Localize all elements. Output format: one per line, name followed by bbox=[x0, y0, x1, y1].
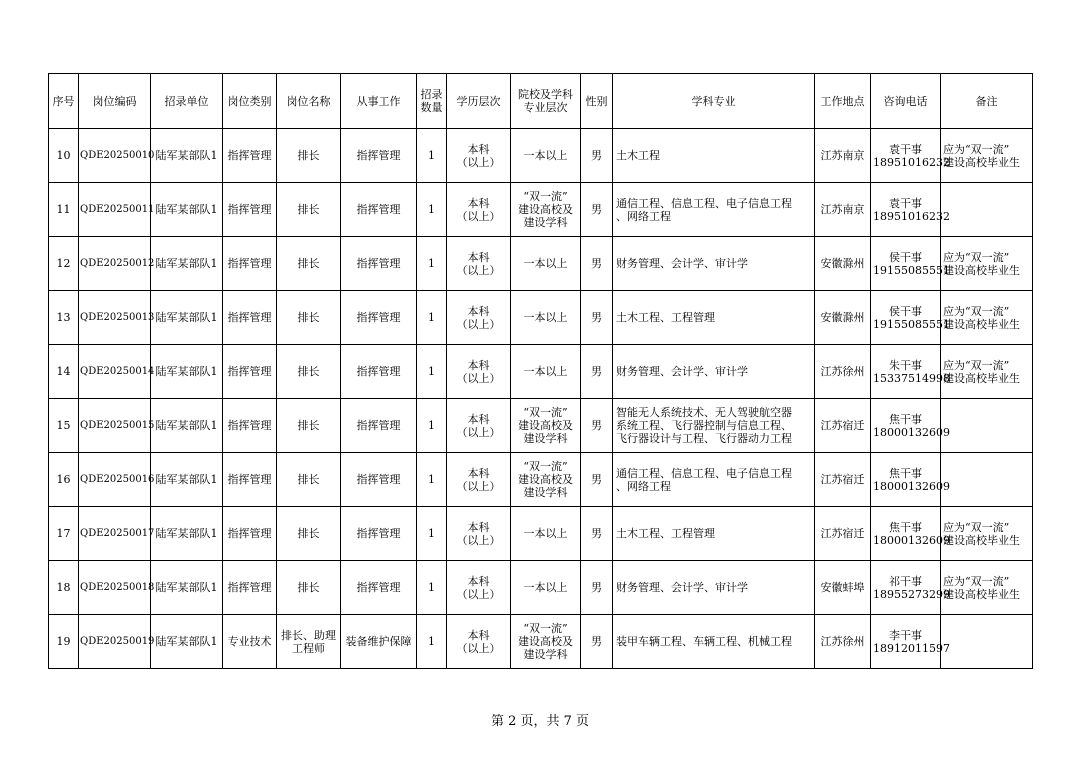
cell-work: 指挥管理 bbox=[341, 453, 417, 507]
cell-major: 装甲车辆工程、车辆工程、机械工程 bbox=[613, 615, 815, 669]
cell-quantity: 1 bbox=[417, 237, 447, 291]
cell-work: 装备维护保障 bbox=[341, 615, 417, 669]
cell-gender: 男 bbox=[581, 615, 613, 669]
header-index: 序号 bbox=[49, 74, 79, 129]
cell-position-code: QDE20250017 bbox=[79, 507, 151, 561]
cell-category: 指挥管理 bbox=[223, 453, 277, 507]
cell-notes bbox=[941, 615, 1033, 669]
cell-notes: 应为“双一流” 建设高校毕业生 bbox=[941, 345, 1033, 399]
cell-index: 18 bbox=[49, 561, 79, 615]
cell-location: 安徽蚌埠 bbox=[815, 561, 871, 615]
cell-major: 土木工程、工程管理 bbox=[613, 291, 815, 345]
cell-school-level: 一本以上 bbox=[511, 345, 581, 399]
cell-position-code: QDE20250012 bbox=[79, 237, 151, 291]
cell-notes: 应为“双一流” 建设高校毕业生 bbox=[941, 507, 1033, 561]
cell-school-level: “双一流” 建设高校及 建设学科 bbox=[511, 615, 581, 669]
cell-contact: 袁干事 18951016232 bbox=[871, 183, 941, 237]
header-notes: 备注 bbox=[941, 74, 1033, 129]
cell-education: 本科 （以上） bbox=[447, 183, 511, 237]
cell-major: 通信工程、信息工程、电子信息工程 、网络工程 bbox=[613, 453, 815, 507]
table-header-row bbox=[49, 74, 1033, 129]
cell-category: 指挥管理 bbox=[223, 345, 277, 399]
cell-gender: 男 bbox=[581, 345, 613, 399]
header-quantity: 招录 数量 bbox=[417, 74, 447, 129]
cell-category: 指挥管理 bbox=[223, 507, 277, 561]
cell-category: 专业技术 bbox=[223, 615, 277, 669]
cell-notes: 应为“双一流” 建设高校毕业生 bbox=[941, 129, 1033, 183]
cell-category: 指挥管理 bbox=[223, 237, 277, 291]
cell-unit: 陆军某部队1 bbox=[151, 507, 223, 561]
cell-notes bbox=[941, 453, 1033, 507]
cell-unit: 陆军某部队1 bbox=[151, 345, 223, 399]
cell-position-name: 排长 bbox=[277, 507, 341, 561]
cell-unit: 陆军某部队1 bbox=[151, 291, 223, 345]
cell-education: 本科 （以上） bbox=[447, 453, 511, 507]
cell-quantity: 1 bbox=[417, 453, 447, 507]
cell-category: 指挥管理 bbox=[223, 183, 277, 237]
cell-position-name: 排长 bbox=[277, 129, 341, 183]
cell-quantity: 1 bbox=[417, 345, 447, 399]
cell-index: 12 bbox=[49, 237, 79, 291]
table-row bbox=[49, 507, 1033, 561]
cell-school-level: 一本以上 bbox=[511, 237, 581, 291]
cell-category: 指挥管理 bbox=[223, 399, 277, 453]
cell-index: 13 bbox=[49, 291, 79, 345]
cell-quantity: 1 bbox=[417, 399, 447, 453]
cell-unit: 陆军某部队1 bbox=[151, 615, 223, 669]
cell-major: 财务管理、会计学、审计学 bbox=[613, 237, 815, 291]
header-location: 工作地点 bbox=[815, 74, 871, 129]
cell-major: 智能无人系统技术、无人驾驶航空器 系统工程、飞行器控制与信息工程、 飞行器设计与工程、飞行器动力工程 bbox=[613, 399, 815, 453]
cell-unit: 陆军某部队1 bbox=[151, 237, 223, 291]
cell-work: 指挥管理 bbox=[341, 345, 417, 399]
cell-education: 本科 （以上） bbox=[447, 561, 511, 615]
cell-contact: 李干事 18912011597 bbox=[871, 615, 941, 669]
cell-contact: 侯干事 19155085551 bbox=[871, 291, 941, 345]
cell-education: 本科 （以上） bbox=[447, 291, 511, 345]
table-row bbox=[49, 561, 1033, 615]
cell-work: 指挥管理 bbox=[341, 129, 417, 183]
cell-contact: 朱干事 15337514998 bbox=[871, 345, 941, 399]
cell-notes: 应为“双一流” 建设高校毕业生 bbox=[941, 561, 1033, 615]
cell-school-level: “双一流” 建设高校及 建设学科 bbox=[511, 453, 581, 507]
cell-work: 指挥管理 bbox=[341, 291, 417, 345]
header-category: 岗位类别 bbox=[223, 74, 277, 129]
cell-contact: 焦干事 18000132609 bbox=[871, 453, 941, 507]
cell-location: 江苏徐州 bbox=[815, 615, 871, 669]
header-contact: 咨询电话 bbox=[871, 74, 941, 129]
table-row bbox=[49, 345, 1033, 399]
page-number-footer: 第 2 页，共 7 页 bbox=[490, 714, 590, 729]
table-row bbox=[49, 129, 1033, 183]
table-row bbox=[49, 615, 1033, 669]
cell-school-level: 一本以上 bbox=[511, 561, 581, 615]
cell-position-name: 排长 bbox=[277, 561, 341, 615]
cell-location: 江苏徐州 bbox=[815, 345, 871, 399]
cell-school-level: 一本以上 bbox=[511, 129, 581, 183]
cell-major: 土木工程 bbox=[613, 129, 815, 183]
cell-unit: 陆军某部队1 bbox=[151, 183, 223, 237]
cell-gender: 男 bbox=[581, 561, 613, 615]
cell-education: 本科 （以上） bbox=[447, 129, 511, 183]
cell-work: 指挥管理 bbox=[341, 399, 417, 453]
cell-education: 本科 （以上） bbox=[447, 237, 511, 291]
cell-location: 江苏南京 bbox=[815, 183, 871, 237]
cell-location: 安徽滁州 bbox=[815, 291, 871, 345]
cell-education: 本科 （以上） bbox=[447, 345, 511, 399]
header-position-code: 岗位编码 bbox=[79, 74, 151, 129]
cell-quantity: 1 bbox=[417, 507, 447, 561]
cell-notes bbox=[941, 183, 1033, 237]
header-major: 学科专业 bbox=[613, 74, 815, 129]
cell-quantity: 1 bbox=[417, 615, 447, 669]
cell-position-name: 排长、助理 工程师 bbox=[277, 615, 341, 669]
header-position-name: 岗位名称 bbox=[277, 74, 341, 129]
cell-position-code: QDE20250011 bbox=[79, 183, 151, 237]
cell-education: 本科 （以上） bbox=[447, 615, 511, 669]
cell-index: 19 bbox=[49, 615, 79, 669]
table-row bbox=[49, 183, 1033, 237]
cell-position-code: QDE20250016 bbox=[79, 453, 151, 507]
cell-gender: 男 bbox=[581, 291, 613, 345]
header-work: 从事工作 bbox=[341, 74, 417, 129]
recruitment-table bbox=[48, 73, 1033, 669]
header-education: 学历层次 bbox=[447, 74, 511, 129]
cell-unit: 陆军某部队1 bbox=[151, 561, 223, 615]
header-unit: 招录单位 bbox=[151, 74, 223, 129]
cell-gender: 男 bbox=[581, 453, 613, 507]
cell-unit: 陆军某部队1 bbox=[151, 399, 223, 453]
table-row bbox=[49, 291, 1033, 345]
cell-position-name: 排长 bbox=[277, 237, 341, 291]
cell-gender: 男 bbox=[581, 183, 613, 237]
cell-index: 16 bbox=[49, 453, 79, 507]
cell-unit: 陆军某部队1 bbox=[151, 129, 223, 183]
cell-gender: 男 bbox=[581, 129, 613, 183]
cell-education: 本科 （以上） bbox=[447, 399, 511, 453]
cell-position-name: 排长 bbox=[277, 399, 341, 453]
header-school-level: 院校及学科 专业层次 bbox=[511, 74, 581, 129]
cell-position-name: 排长 bbox=[277, 183, 341, 237]
cell-school-level: “双一流” 建设高校及 建设学科 bbox=[511, 183, 581, 237]
cell-index: 11 bbox=[49, 183, 79, 237]
cell-contact: 焦干事 18000132609 bbox=[871, 399, 941, 453]
cell-notes bbox=[941, 399, 1033, 453]
cell-position-code: QDE20250010 bbox=[79, 129, 151, 183]
cell-quantity: 1 bbox=[417, 129, 447, 183]
cell-category: 指挥管理 bbox=[223, 129, 277, 183]
cell-notes: 应为“双一流” 建设高校毕业生 bbox=[941, 237, 1033, 291]
cell-unit: 陆军某部队1 bbox=[151, 453, 223, 507]
cell-education: 本科 （以上） bbox=[447, 507, 511, 561]
cell-work: 指挥管理 bbox=[341, 183, 417, 237]
cell-position-code: QDE20250019 bbox=[79, 615, 151, 669]
cell-position-name: 排长 bbox=[277, 291, 341, 345]
cell-major: 财务管理、会计学、审计学 bbox=[613, 561, 815, 615]
cell-position-name: 排长 bbox=[277, 453, 341, 507]
cell-category: 指挥管理 bbox=[223, 561, 277, 615]
cell-work: 指挥管理 bbox=[341, 561, 417, 615]
cell-location: 安徽滁州 bbox=[815, 237, 871, 291]
table-row bbox=[49, 453, 1033, 507]
cell-position-name: 排长 bbox=[277, 345, 341, 399]
cell-index: 10 bbox=[49, 129, 79, 183]
cell-index: 14 bbox=[49, 345, 79, 399]
cell-contact: 焦干事 18000132609 bbox=[871, 507, 941, 561]
header-gender: 性别 bbox=[581, 74, 613, 129]
cell-index: 15 bbox=[49, 399, 79, 453]
cell-position-code: QDE20250018 bbox=[79, 561, 151, 615]
cell-school-level: “双一流” 建设高校及 建设学科 bbox=[511, 399, 581, 453]
cell-position-code: QDE20250013 bbox=[79, 291, 151, 345]
cell-location: 江苏宿迁 bbox=[815, 399, 871, 453]
cell-contact: 祁干事 18955273299 bbox=[871, 561, 941, 615]
cell-quantity: 1 bbox=[417, 183, 447, 237]
cell-quantity: 1 bbox=[417, 561, 447, 615]
cell-notes: 应为“双一流” 建设高校毕业生 bbox=[941, 291, 1033, 345]
cell-position-code: QDE20250015 bbox=[79, 399, 151, 453]
cell-quantity: 1 bbox=[417, 291, 447, 345]
cell-contact: 侯干事 19155085551 bbox=[871, 237, 941, 291]
cell-major: 财务管理、会计学、审计学 bbox=[613, 345, 815, 399]
cell-work: 指挥管理 bbox=[341, 237, 417, 291]
cell-location: 江苏南京 bbox=[815, 129, 871, 183]
cell-gender: 男 bbox=[581, 237, 613, 291]
cell-location: 江苏宿迁 bbox=[815, 453, 871, 507]
cell-category: 指挥管理 bbox=[223, 291, 277, 345]
cell-index: 17 bbox=[49, 507, 79, 561]
cell-location: 江苏宿迁 bbox=[815, 507, 871, 561]
cell-work: 指挥管理 bbox=[341, 507, 417, 561]
cell-school-level: 一本以上 bbox=[511, 507, 581, 561]
table-body bbox=[49, 129, 1033, 669]
cell-major: 通信工程、信息工程、电子信息工程 、网络工程 bbox=[613, 183, 815, 237]
cell-gender: 男 bbox=[581, 507, 613, 561]
table-row bbox=[49, 399, 1033, 453]
cell-position-code: QDE20250014 bbox=[79, 345, 151, 399]
cell-school-level: 一本以上 bbox=[511, 291, 581, 345]
table-row bbox=[49, 237, 1033, 291]
cell-major: 土木工程、工程管理 bbox=[613, 507, 815, 561]
cell-contact: 袁干事 18951016232 bbox=[871, 129, 941, 183]
cell-gender: 男 bbox=[581, 399, 613, 453]
